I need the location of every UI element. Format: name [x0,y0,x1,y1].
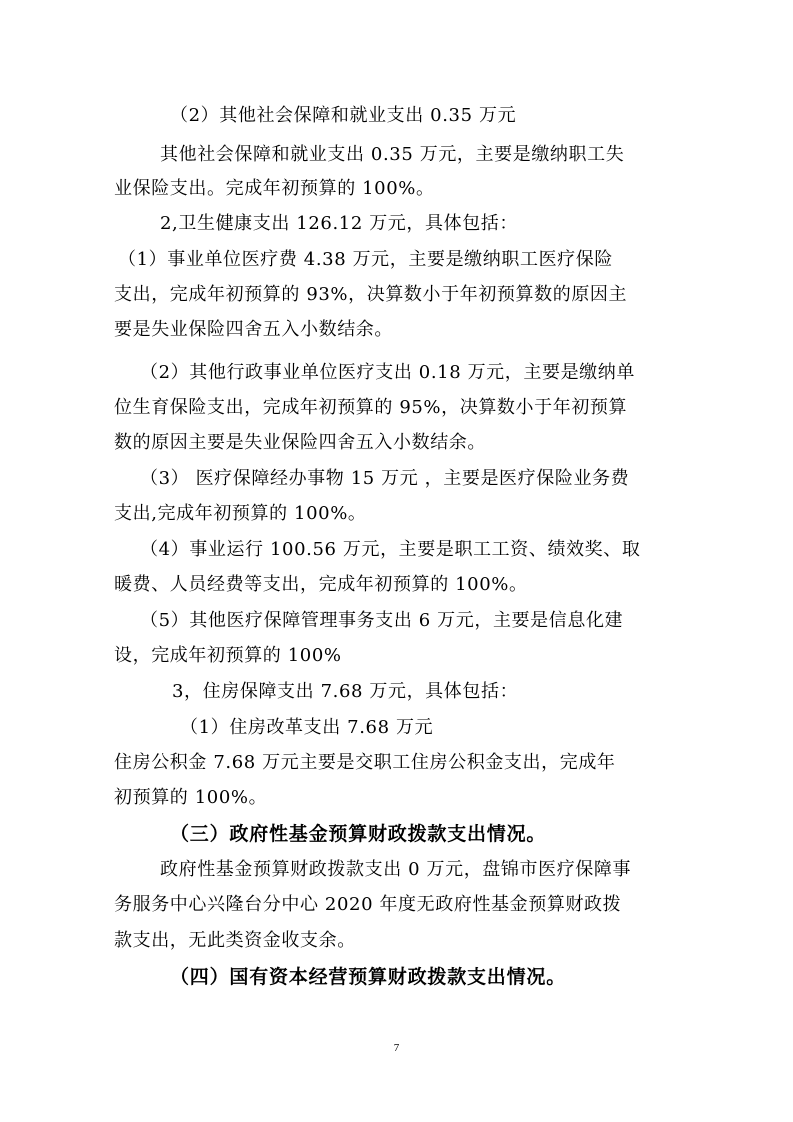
paragraph-line: 支出，完成年初预算的 93%，决算数小于年初预算数的原因主 [114,284,628,305]
paragraph-line: （4）事业运行 100.56 万元，主要是职工工资、绩效奖、取 [140,539,641,560]
paragraph-line: 政府性基金预算财政拨款支出 0 万元，盘锦市医疗保障事 [160,859,632,880]
paragraph-line: 住房公积金 7.68 万元主要是交职工住房公积金支出，完成年 [114,752,616,773]
paragraph-line: （2）其他行政事业单位医疗支出 0.18 万元，主要是缴纳单 [140,362,635,383]
subsection-title: （1）住房改革支出 7.68 万元 [180,717,434,738]
paragraph-line: 暖费、人员经费等支出，完成年初预算的 100%。 [114,574,528,595]
paragraph-line: 其他社会保障和就业支出 0.35 万元，主要是缴纳职工失 [160,144,625,165]
subsection-title: （2）其他社会保障和就业支出 0.35 万元 [170,105,517,126]
subsection-title: 2,卫生健康支出 126.12 万元，具体包括： [160,213,518,234]
paragraph-line: 位生育保险支出，完成年初预算的 95%，决算数小于年初预算 [114,397,628,418]
paragraph-line: 要是失业保险四舍五入小数结余。 [114,319,393,340]
paragraph-line: 务服务中心兴隆台分中心 2020 年度无政府性基金预算财政拨 [114,894,622,915]
section-heading: （三）政府性基金预算财政拨款支出情况。 [170,823,547,845]
paragraph-line: 支出,完成年初预算的 100%。 [114,503,367,524]
page-number: 7 [393,1042,400,1054]
paragraph-line: 设，完成年初预算的 100% [114,645,342,666]
paragraph-line: （1）事业单位医疗费 4.38 万元，主要是缴纳职工医疗保险 [118,249,613,270]
paragraph-line: （5）其他医疗保障管理事务支出 6 万元，主要是信息化建 [140,610,624,631]
section-heading: （四）国有资本经营预算财政拨款支出情况。 [170,966,567,988]
paragraph-line: 数的原因主要是失业保险四舍五入小数结余。 [114,432,486,453]
paragraph-line: 业保险支出。完成年初预算的 100%。 [114,178,435,199]
paragraph-line: 款支出，无此类资金收支余。 [114,930,356,951]
subsection-title: 3，住房保障支出 7.68 万元，具体包括： [172,681,519,702]
paragraph-line: 初预算的 100%。 [114,787,268,808]
paragraph-line: （3） 医疗保障经办事物 15 万元 ，主要是医疗保险业务费 [140,468,630,489]
